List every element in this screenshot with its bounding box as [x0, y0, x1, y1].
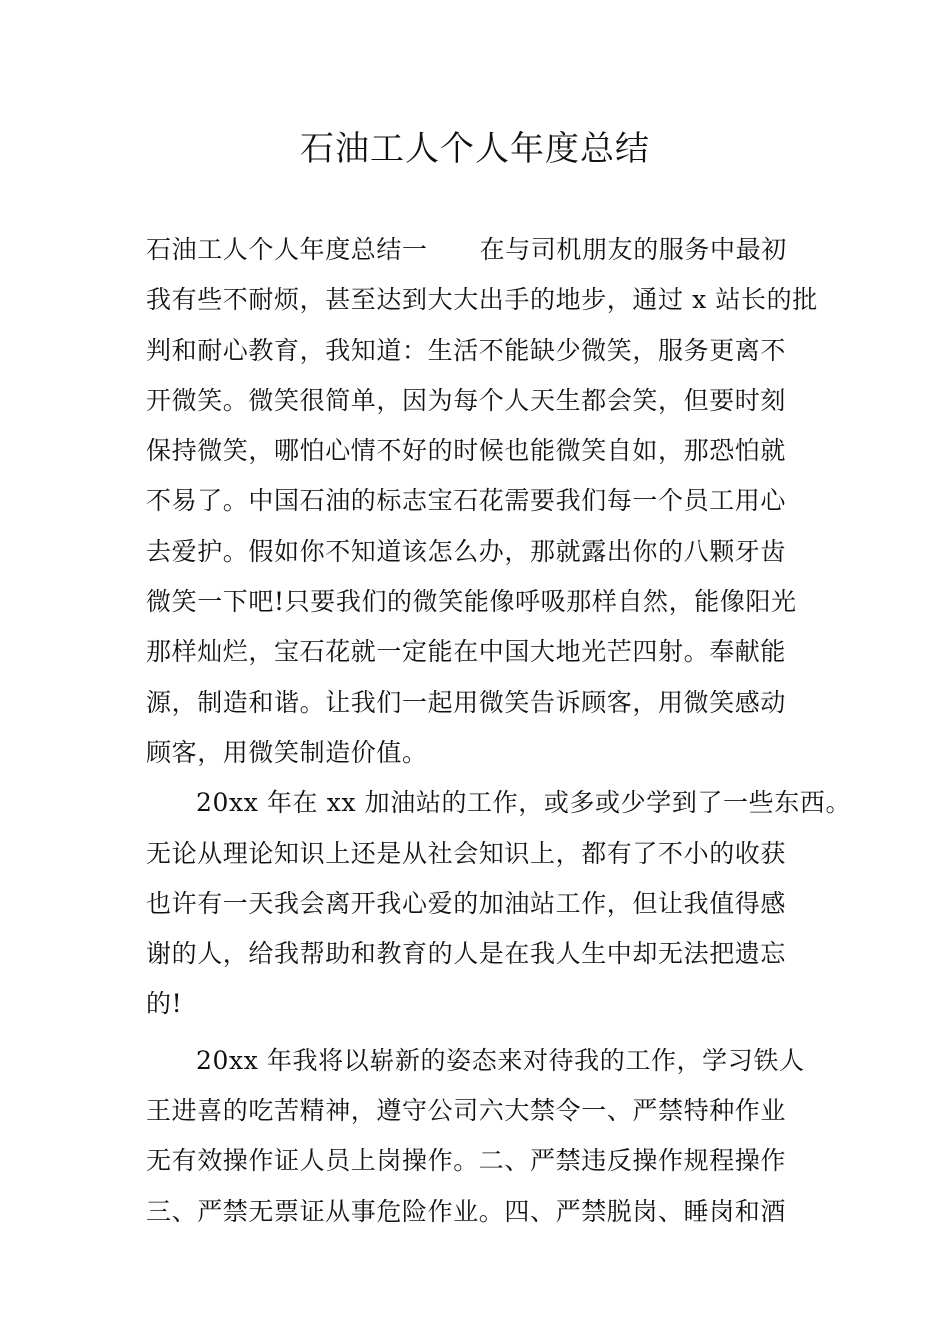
paragraph-line: 谢的人，给我帮助和教育的人是在我人生中却无法把遗忘 — [146, 939, 787, 969]
paragraph-line: 无有效操作证人员上岗操作。二、严禁违反操作规程操作 — [146, 1146, 787, 1176]
paragraph-line: 微笑一下吧!只要我们的微笑能像呼吸那样自然，能像阳光 — [146, 587, 797, 617]
paragraph-line: 的! — [146, 989, 183, 1019]
paragraph-line: 也许有一天我会离开我心爱的加油站工作，但让我值得感 — [146, 888, 787, 918]
paragraph-line: 判和耐心教育，我知道：生活不能缺少微笑，服务更离不 — [146, 335, 787, 365]
paragraph-line: 无论从理论知识上还是从社会知识上，都有了不小的收获 — [146, 838, 787, 868]
paragraph-line: 20xx 年我将以崭新的姿态来对待我的工作，学习铁人 — [196, 1045, 805, 1075]
paragraph-line: 20xx 年在 xx 加油站的工作，或多或少学到了一些东西。 — [196, 788, 852, 818]
paragraph-line — [146, 225, 808, 275]
paragraph-line: 保持微笑，哪怕心情不好的时候也能微笑自如，那恐怕就 — [146, 436, 787, 466]
document-body — [146, 225, 852, 1237]
document-title: 石油工人个人年度总结 — [300, 129, 650, 169]
paragraph-line: 源，制造和谐。让我们一起用微笑告诉顾客，用微笑感动 — [146, 687, 787, 717]
paragraph-line: 去爱护。假如你不知道该怎么办，那就露出你的八颗牙齿 — [146, 536, 787, 566]
paragraph-line: 我有些不耐烦，甚至达到大大出手的地步，通过 x 站长的批 — [146, 285, 818, 315]
paragraph-line: 开微笑。微笑很简单，因为每个人天生都会笑，但要时刻 — [146, 385, 787, 415]
paragraph-line: 顾客，用微笑制造价值。 — [146, 737, 428, 767]
paragraph-line: 那样灿烂，宝石花就一定能在中国大地光芒四射。奉献能 — [146, 637, 787, 667]
paragraph-line: 不易了。中国石油的标志宝石花需要我们每一个员工用心 — [146, 486, 787, 516]
paragraph-line: 三、严禁无票证从事危险作业。四、严禁脱岗、睡岗和酒 — [146, 1196, 787, 1226]
paragraph-text: 在与司机朋友的服务中最初 — [479, 235, 787, 264]
section-heading: 石油工人个人年度总结一 — [146, 235, 428, 264]
paragraph-line: 王进喜的吃苦精神，遵守公司六大禁令一、严禁特种作业 — [146, 1096, 787, 1126]
